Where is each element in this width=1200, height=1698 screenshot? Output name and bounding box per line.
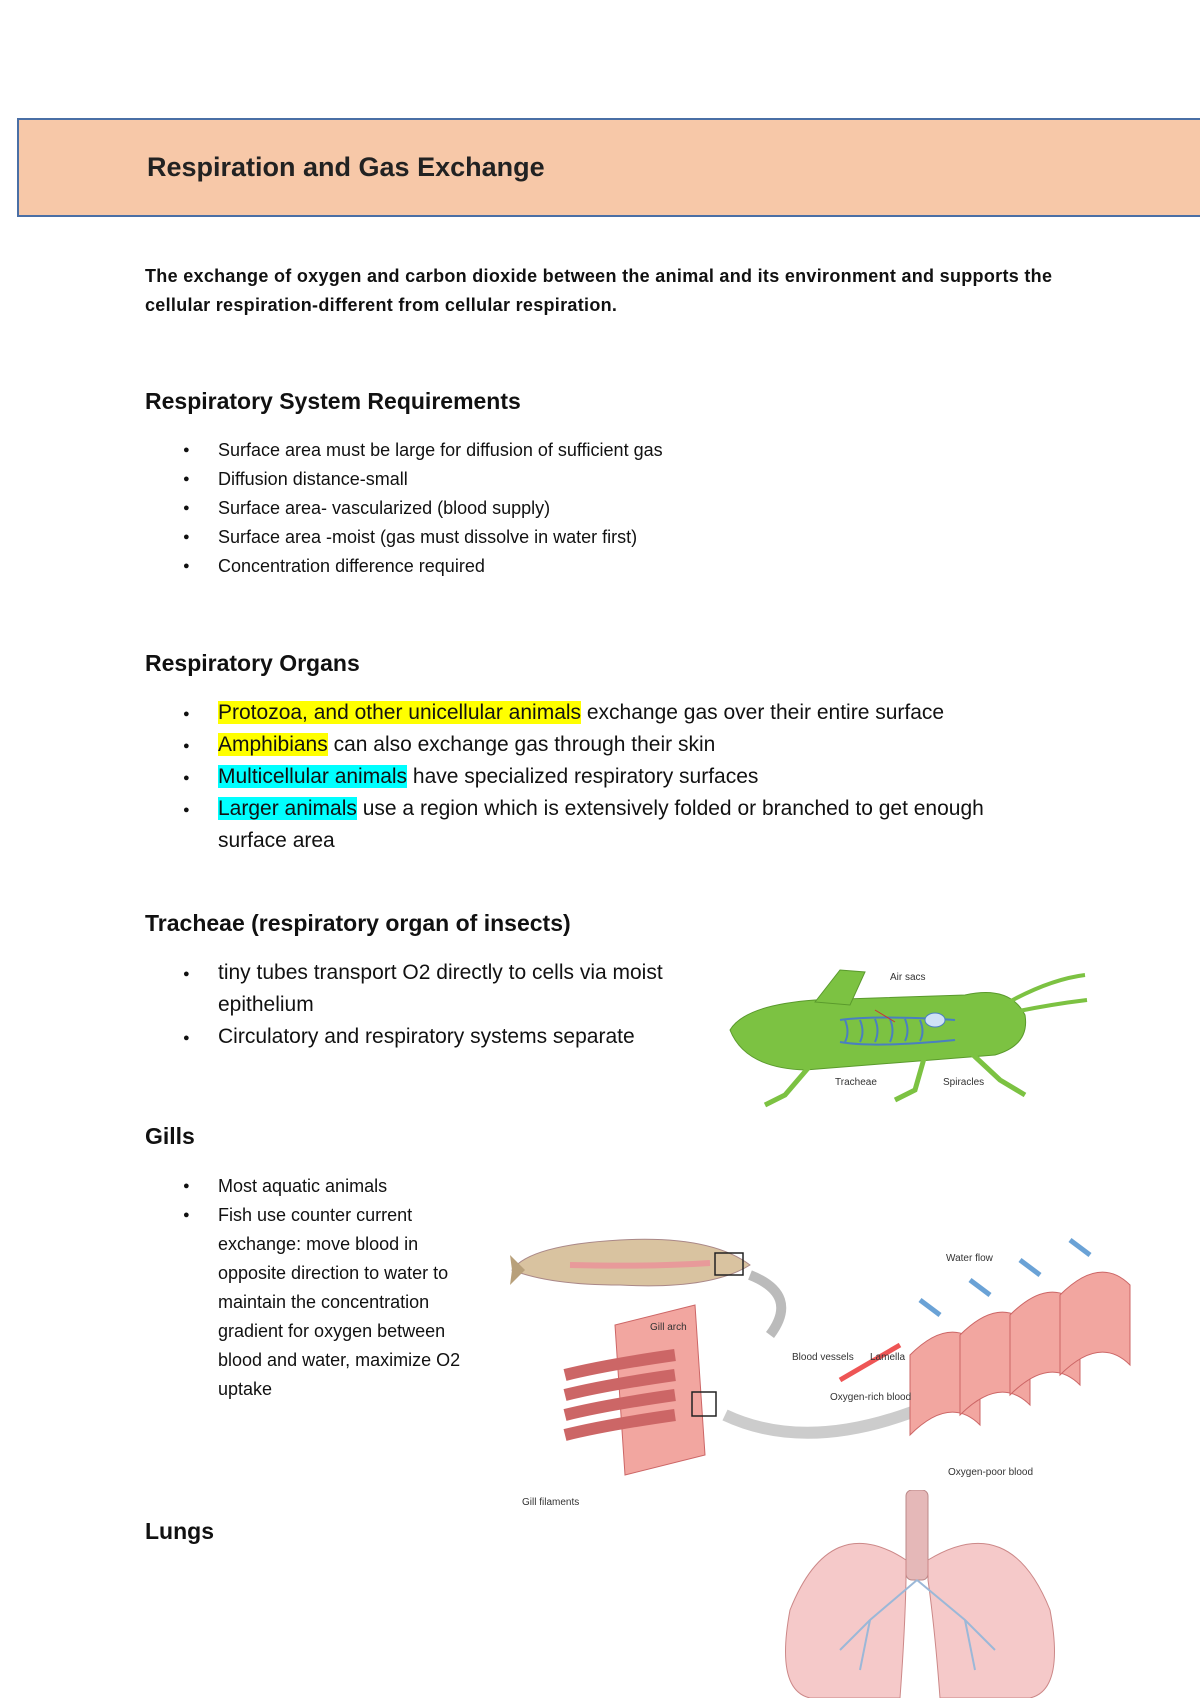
gills-list bbox=[145, 1172, 475, 1404]
tracheae-list bbox=[145, 957, 705, 1053]
blood-vessels-label: Blood vessels bbox=[792, 1352, 854, 1363]
organs-list bbox=[145, 697, 1045, 857]
grasshopper-tracheae-figure bbox=[725, 960, 1095, 1110]
gills-heading: Gills bbox=[145, 1123, 195, 1149]
list-item bbox=[145, 761, 1045, 793]
organs-heading: Respiratory Organs bbox=[145, 650, 360, 676]
spiracles-label: Spiracles bbox=[943, 1077, 985, 1088]
highlighted-term: Multicellular animals bbox=[218, 765, 408, 788]
list-item: ● Surface area -moist (gas must dissolve in water first) bbox=[145, 523, 1045, 552]
page-title: Respiration and Gas Exchange bbox=[147, 152, 545, 182]
highlighted-term: Amphibians bbox=[218, 733, 328, 756]
requirements-list bbox=[145, 436, 1045, 581]
list-item: ● Surface area must be large for diffusion of sufficient gas bbox=[145, 436, 1045, 465]
lamella-label: Lamella bbox=[870, 1352, 906, 1363]
list-item: ● Diffusion distance-small bbox=[145, 465, 1045, 494]
tracheae-heading: Tracheae (respiratory organ of insects) bbox=[145, 910, 571, 936]
title-banner bbox=[17, 118, 1200, 217]
list-item: ● Most aquatic animals bbox=[145, 1172, 475, 1201]
oxygen-poor-label: Oxygen-poor blood bbox=[948, 1467, 1034, 1478]
gill-filaments-label: Gill filaments bbox=[522, 1497, 580, 1508]
list-item: ● Surface area- vascularized (blood supply) bbox=[145, 494, 1045, 523]
list-item: ● tiny tubes transport O2 directly to cells via moist epithelium bbox=[145, 957, 705, 1021]
list-item: ● Circulatory and respiratory systems separate bbox=[145, 1021, 705, 1053]
item-text: use a region which is extensively folded or branched to get enough surface area bbox=[218, 797, 984, 852]
list-item: ● Fish use counter current exchange: move blood in opposite direction to water to maintain the concentration gradient for oxygen between blood and water, maximize O2 uptake bbox=[145, 1201, 475, 1404]
item-text: can also exchange gas through their skin bbox=[327, 733, 716, 756]
air-sacs-label: Air sacs bbox=[890, 972, 926, 983]
water-flow-label: Water flow bbox=[946, 1253, 993, 1264]
list-item bbox=[145, 793, 1045, 857]
list-item bbox=[145, 697, 1045, 729]
list-item: ● Concentration difference required bbox=[145, 552, 1045, 581]
item-text: have specialized respiratory surfaces bbox=[407, 765, 759, 788]
fish-gill-figure bbox=[510, 1215, 1155, 1515]
lungs-heading: Lungs bbox=[145, 1518, 214, 1544]
tracheae-label: Tracheae bbox=[835, 1077, 877, 1088]
item-text: exchange gas over their entire surface bbox=[581, 701, 945, 724]
list-item bbox=[145, 729, 1045, 761]
gill-arch-label: Gill arch bbox=[650, 1322, 687, 1333]
lungs-figure bbox=[770, 1490, 1070, 1698]
highlighted-term: Larger animals bbox=[218, 797, 357, 820]
requirements-heading: Respiratory System Requirements bbox=[145, 388, 521, 414]
highlighted-term: Protozoa, and other unicellular animals bbox=[218, 701, 582, 724]
intro-paragraph: The exchange of oxygen and carbon dioxide between the animal and its environment and supports the cellular respiration-different from cellular respiration. bbox=[145, 266, 1053, 315]
oxygen-rich-label: Oxygen-rich blood bbox=[830, 1392, 912, 1403]
